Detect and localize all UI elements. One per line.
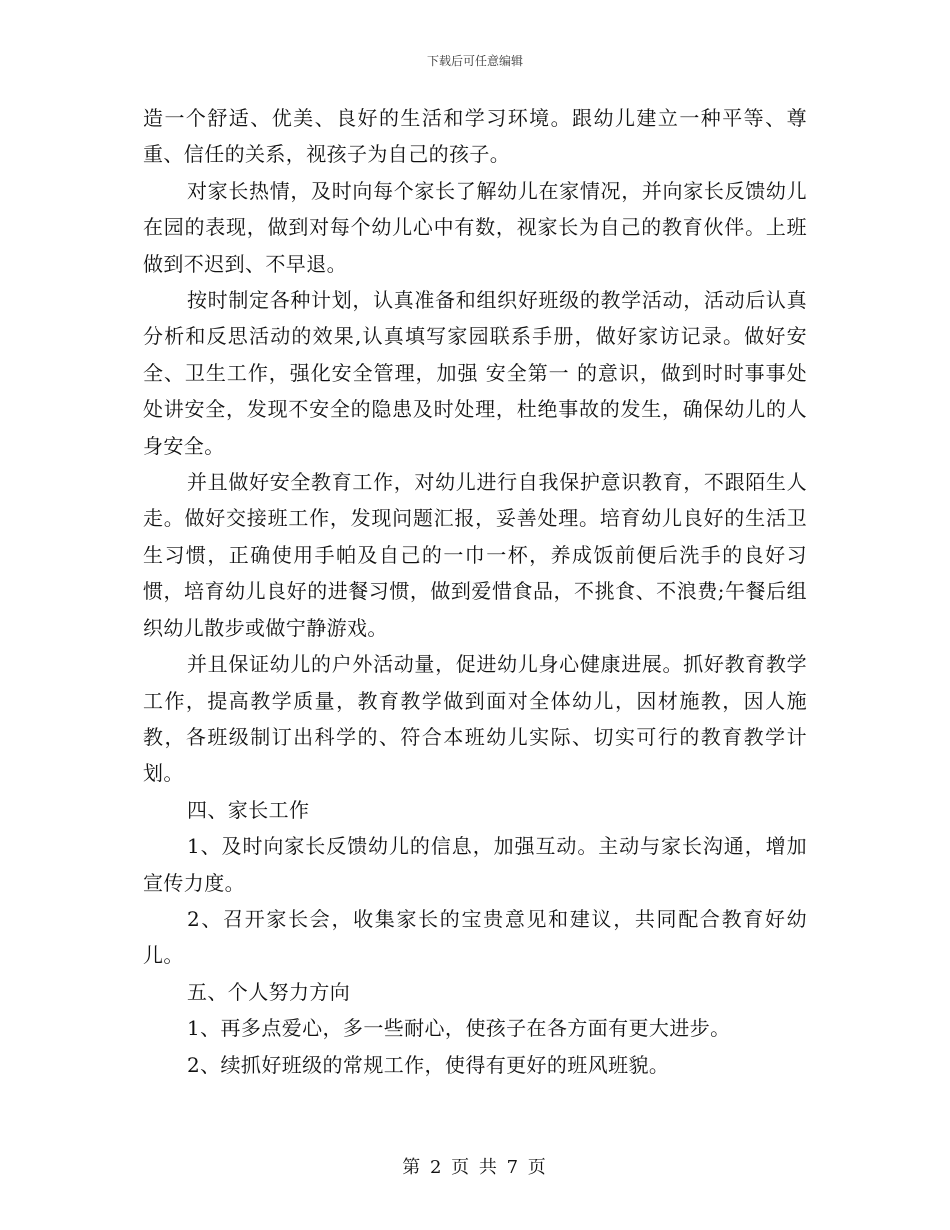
paragraph-personal-1: 1、再多点爱心，多一些耐心，使孩子在各方面有更大进步。 (187, 1016, 731, 1041)
paragraph-1: 造一个舒适、优美、良好的生活和学习环境。跟幼儿建立一种平等、尊重、信任的关系，视孩子为自己的孩子。 (143, 106, 807, 167)
document-body (143, 100, 807, 1083)
paragraph-5: 并且保证幼儿的户外活动量，促进幼儿身心健康进展。抓好教育教学工作，提高教学质量，教育教学做到面对全体幼儿，因材施教，因人施教，各班级制订出科学的、符合本班幼儿实际、切实可行的教育教学计划。 (143, 652, 807, 786)
page-header: 下载后可任意编辑 (426, 54, 523, 68)
paragraph-4: 并且做好安全教育工作，对幼儿进行自我保护意识教育，不跟陌生人走。做好交接班工作，发现问题汇报，妥善处理。培育幼儿良好的生活卫生习惯，正确使用手帕及自己的一巾一杯，养成饭前便后洗手的良好习惯，培育幼儿良好的进餐习惯，做到爱惜食品，不挑食、不浪费;午餐后组织幼儿散步或做宁静游戏。 (143, 470, 807, 640)
paragraph-2: 对家长热情，及时向每个家长了解幼儿在家情况，并向家长反馈幼儿在园的表现，做到对每个幼儿心中有数，视家长为自己的教育伙伴。上班做到不迟到、不早退。 (143, 178, 807, 276)
paragraph-personal-2: 2、续抓好班级的常规工作，使得有更好的班风班貌。 (187, 1052, 670, 1077)
paragraph-parents-2: 2、召开家长会，收集家长的宝贵意见和建议，共同配合教育好幼儿。 (143, 906, 807, 968)
paragraph-3: 按时制定各种计划，认真准备和组织好班级的教学活动，活动后认真分析和反思活动的效果,认真填写家园联系手册，做好家访记录。做好安全、卫生工作，强化安全管理，加强 安全第一 的意识，做到时时事事处处讲安全，发现不安全的隐患及时处理，杜绝事故的发生，确保幼儿的人身安全。 (143, 288, 807, 458)
section-heading-parents: 四、家长工作 (187, 797, 310, 822)
page-footer: 第 2 页 共 7 页 (402, 1157, 548, 1178)
paragraph-parents-1: 1、及时向家长反馈幼儿的信息，加强互动。主动与家长沟通，增加宣传力度。 (143, 834, 807, 895)
section-heading-personal: 五、个人努力方向 (187, 979, 351, 1004)
